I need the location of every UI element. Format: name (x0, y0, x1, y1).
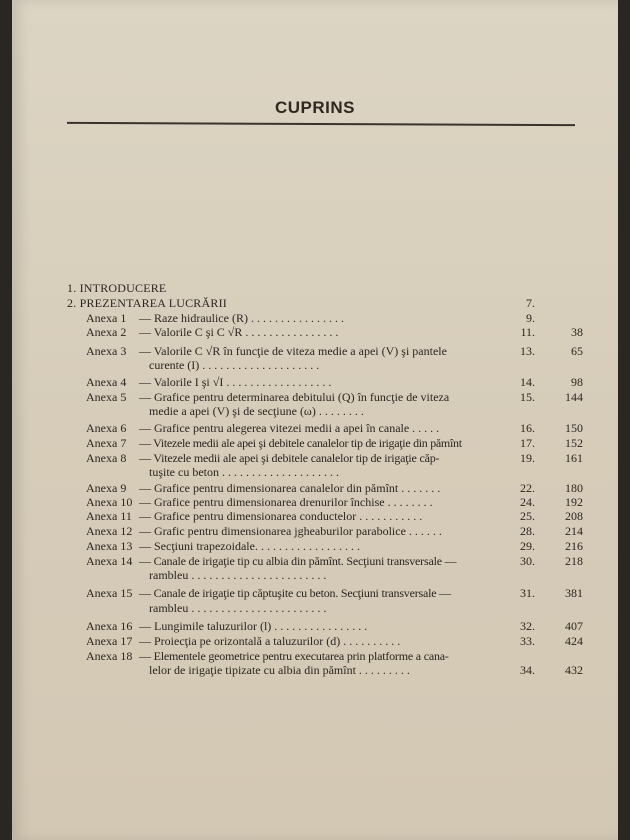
entry-text: — Valorile C √R în funcţie de viteza medie a apei (V) şi pantele (139, 344, 447, 358)
page-number-2: 214 (565, 524, 583, 538)
entry-label: Anexa 9 (86, 481, 127, 495)
page-number-2: 144 (565, 390, 583, 404)
entry-label: Anexa 8 (86, 451, 127, 465)
page-number: 19. (520, 451, 535, 465)
entry-label: Anexa 16 (86, 619, 133, 633)
page-number-2: 432 (565, 663, 583, 677)
page-number: 14. (520, 375, 535, 389)
entry-text: — Canale de irigaţie tip cu albia din pămînt. Secţiuni transversale — (139, 554, 457, 568)
entry-text: — Secţiuni trapezoidale. . . . . . . . . . . . . . . . . . (139, 539, 360, 553)
entry-text: rambleu . . . . . . . . . . . . . . . . . . . . . . . (149, 601, 327, 615)
table-of-contents (12, 0, 618, 840)
entry-text: — Grafice pentru dimensionarea conductelor . . . . . . . . . . . (139, 509, 423, 523)
page-number-2: 208 (565, 509, 583, 523)
page-number: 9. (526, 311, 535, 325)
entry-text: — Elementele geometrice pentru executarea prin platforme a cana- (139, 649, 449, 663)
entry-text: — Grafic pentru dimensionarea jgheaburilor parabolice . . . . . . (139, 524, 442, 538)
page-number: 7. (526, 296, 535, 310)
page-number-2: 180 (565, 481, 583, 495)
entry-label: Anexa 3 (86, 344, 127, 358)
page-title: CUPRINS (274, 98, 355, 117)
page-number-2: 150 (565, 421, 583, 435)
entry-text: — Proiecţia pe orizontală a taluzurilor (d) . . . . . . . . . . (139, 634, 401, 648)
page-number: 32. (520, 619, 535, 633)
entry-text: lelor de irigaţie tipizate cu albia din pămînt . . . . . . . . . (149, 663, 410, 677)
entry-text: — Vitezele medii ale apei şi debitele canalelor tip de irigaţie din pămînt (139, 436, 462, 450)
entry-label: Anexa 12 (86, 524, 133, 538)
entry-text: — Lungimile taluzurilor (l) . . . . . . . . . . . . . . . . (139, 619, 368, 633)
entry-text: curente (I) . . . . . . . . . . . . . . . . . . . . (149, 358, 320, 372)
entry-label: Anexa 14 (86, 554, 133, 568)
page-number: 15. (520, 390, 535, 404)
entry-text: — Canale de irigaţie tip căptuşite cu beton. Secţiuni transversale — (139, 586, 451, 600)
entry-text: — Grafice pentru dimensionarea canalelor din pămînt . . . . . . . (139, 481, 441, 495)
page-number: 25. (520, 509, 535, 523)
page-number: 13. (520, 344, 535, 358)
page-number-2: 381 (565, 586, 583, 600)
entry-label: Anexa 5 (86, 390, 127, 404)
entry-text: — Grafice pentru determinarea debitului (Q) în funcţie de viteza (139, 390, 450, 404)
page-number-2: 161 (565, 451, 583, 465)
page-number-2: 38 (571, 325, 583, 339)
section-label: 1. INTRODUCERE (67, 281, 167, 295)
entry-text: — Grafice pentru dimensionarea drenurilor închise . . . . . . . . (139, 495, 433, 509)
page-number-2: 65 (571, 344, 583, 358)
entry-text: — Raze hidraulice (R) . . . . . . . . . . . . . . . . (139, 311, 344, 325)
page-number: 31. (520, 586, 535, 600)
page-number-2: 98 (571, 375, 583, 389)
entry-label: Anexa 13 (86, 539, 133, 553)
page-number: 16. (520, 421, 535, 435)
entry-label: Anexa 15 (86, 586, 133, 600)
page-number: 24. (520, 495, 535, 509)
entry-label: Anexa 10 (86, 495, 133, 509)
entry-label: Anexa 18 (86, 649, 133, 663)
entry-label: Anexa 6 (86, 421, 127, 435)
entry-text: — Valorile I şi √I . . . . . . . . . . . . . . . . . . (139, 375, 332, 389)
page-number: 22. (520, 481, 535, 495)
page-number-2: 152 (565, 436, 583, 450)
entry-text: — Valorile C şi C √R . . . . . . . . . . . . . . . . (139, 325, 339, 339)
entry-label: Anexa 11 (86, 509, 132, 523)
entry-label: Anexa 2 (86, 325, 127, 339)
entry-label: Anexa 7 (86, 436, 127, 450)
page-number: 30. (520, 554, 535, 568)
page-number: 17. (520, 436, 535, 450)
page-number: 28. (520, 524, 535, 538)
page-number: 33. (520, 634, 535, 648)
page-number-2: 192 (565, 495, 583, 509)
entry-text: — Vitezele medii ale apei şi debitele canalelor tip de irigaţie căp- (139, 451, 440, 465)
page-number-2: 407 (565, 619, 583, 633)
page-number-2: 218 (565, 554, 583, 568)
entry-label: Anexa 1 (86, 311, 127, 325)
entry-label: Anexa 17 (86, 634, 133, 648)
entry-text: rambleu . . . . . . . . . . . . . . . . . . . . . . . (149, 568, 327, 582)
entry-label: Anexa 4 (86, 375, 127, 389)
entry-text: medie a apei (V) şi de secţiune (ω) . . . . . . . . (149, 404, 364, 418)
section-label: 2. PREZENTAREA LUCRĂRII (67, 296, 227, 310)
book-page (12, 0, 618, 840)
page-number: 34. (520, 663, 535, 677)
page-number-2: 424 (565, 634, 583, 648)
entry-text: tuşite cu beton . . . . . . . . . . . . . . . . . . . . (149, 465, 339, 479)
page-number-2: 216 (565, 539, 583, 553)
page-number: 29. (520, 539, 535, 553)
entry-text: — Grafice pentru alegerea vitezei medii a apei în canale . . . . . (139, 421, 440, 435)
page-number: 11. (520, 325, 535, 339)
